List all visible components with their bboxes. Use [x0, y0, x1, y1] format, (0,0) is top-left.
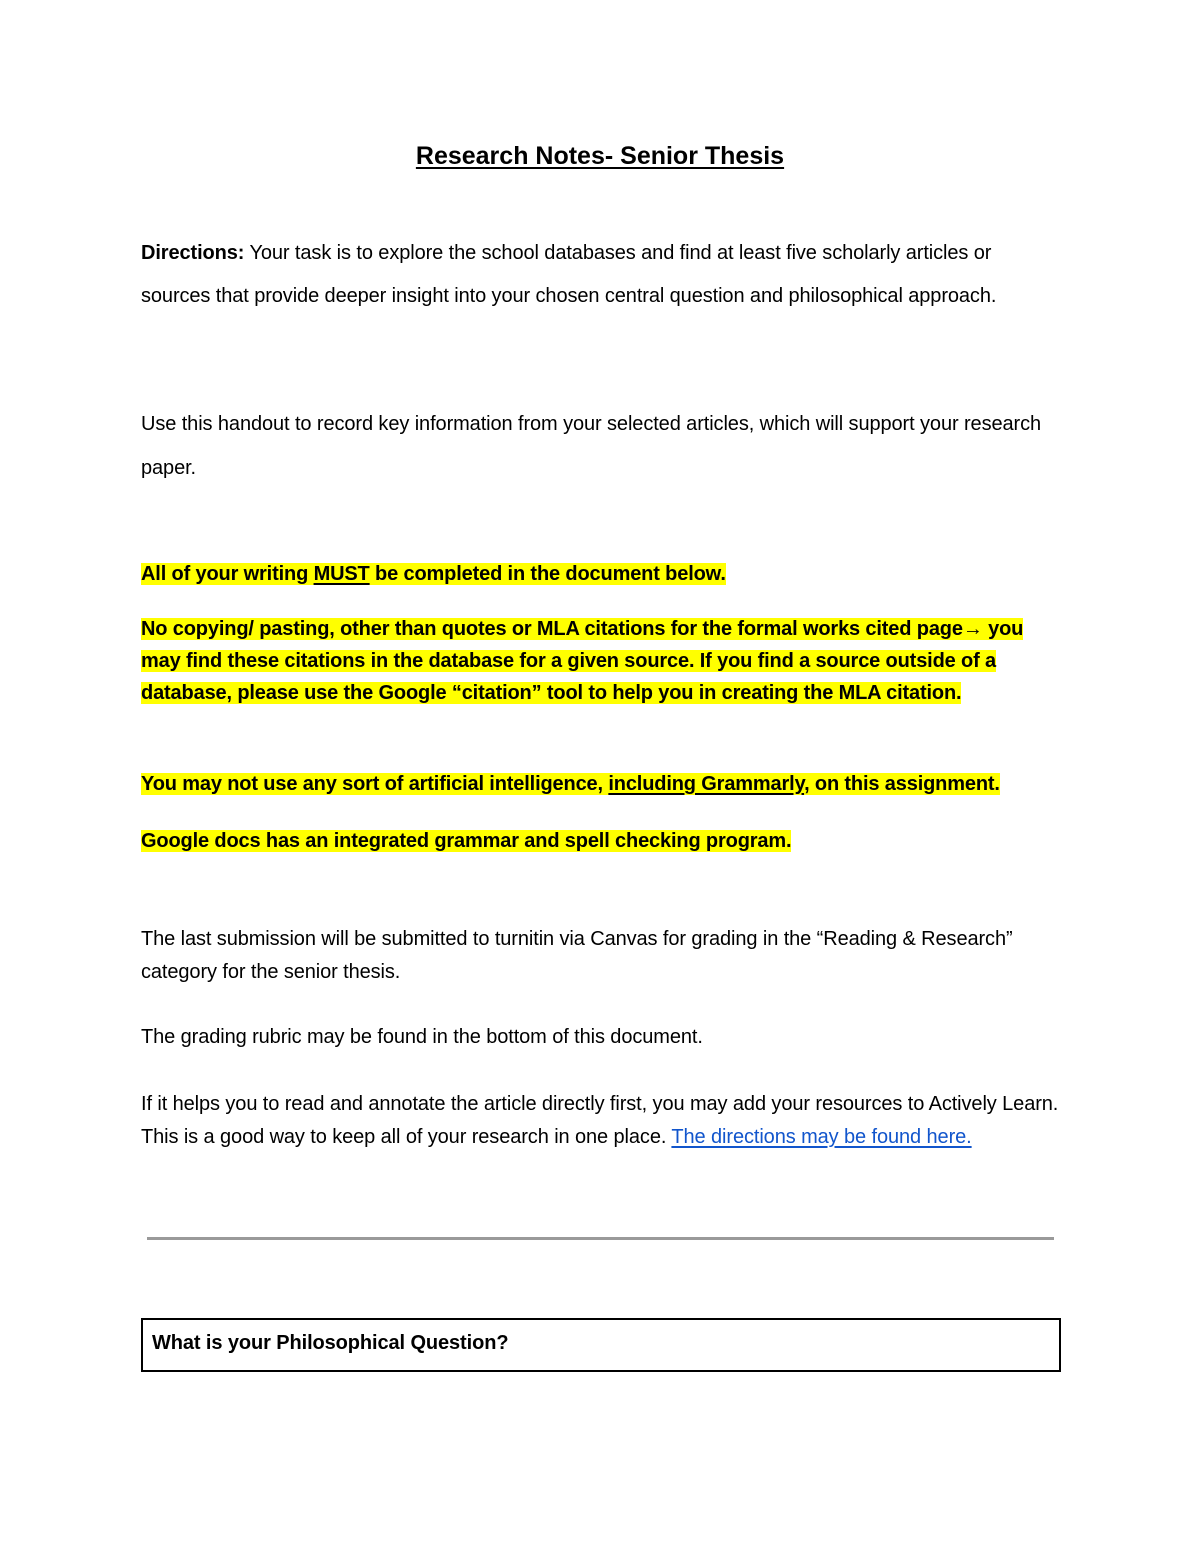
rule3-before: You may not use any sort of artificial intelligence, — [141, 773, 609, 795]
rule-no-ai-highlight — [141, 773, 1000, 795]
horizontal-divider — [147, 1237, 1054, 1240]
turnitin-paragraph: The last submission will be submitted to turnitin via Canvas for grading in the “Reading & Research” category for the senior thesis. — [141, 928, 1013, 983]
actively-learn-text: If it helps you to read and annotate the article directly first, you may add your resources to Actively Learn. This is a good way to keep all of your research in one place. — [141, 1093, 1059, 1148]
page-title: Research Notes- Senior Thesis — [415, 142, 785, 170]
directions-label: Directions: — [141, 242, 245, 264]
rule3-emphasis: including Grammarly — [608, 773, 805, 795]
rule3-after: , on this assignment. — [804, 773, 1000, 795]
rule1-emphasis: MUST — [313, 563, 370, 585]
directions-paragraph — [141, 232, 1061, 318]
rule-no-copying — [141, 613, 1066, 709]
actively-learn-paragraph — [141, 1088, 1061, 1154]
rule-no-ai — [141, 768, 1071, 800]
rule-must-complete-highlight — [141, 563, 726, 585]
rule-no-copying-highlight: No copying/ pasting, other than quotes or MLA citations for the formal works cited page→ you may find these citations in the database for a given source. If you find a source outside of a database, please use the Google “citation” tool to help you in creating the MLA citation. — [141, 618, 1024, 704]
rubric-paragraph: The grading rubric may be found in the bottom of this document. — [141, 1026, 703, 1048]
directions-text: Your task is to explore the school databases and find at least five scholarly articles or sources that provide deeper insight into your chosen central question and philosophical approach. — [141, 242, 997, 307]
rule1-after: be completed in the document below. — [369, 563, 726, 585]
directions-link[interactable]: The directions may be found here. — [671, 1126, 972, 1148]
rule1-before: All of your writing — [141, 563, 314, 585]
rule-spell-check — [141, 825, 1061, 857]
rule-spell-check-highlight: Google docs has an integrated grammar and spell checking program. — [141, 830, 792, 852]
philosophical-question-box[interactable] — [141, 1318, 1061, 1372]
philosophical-question-label: What is your Philosophical Question? — [152, 1332, 509, 1354]
handout-paragraph: Use this handout to record key information from your selected articles, which will support your research paper. — [141, 413, 1042, 479]
rule-must-complete — [141, 558, 1061, 590]
